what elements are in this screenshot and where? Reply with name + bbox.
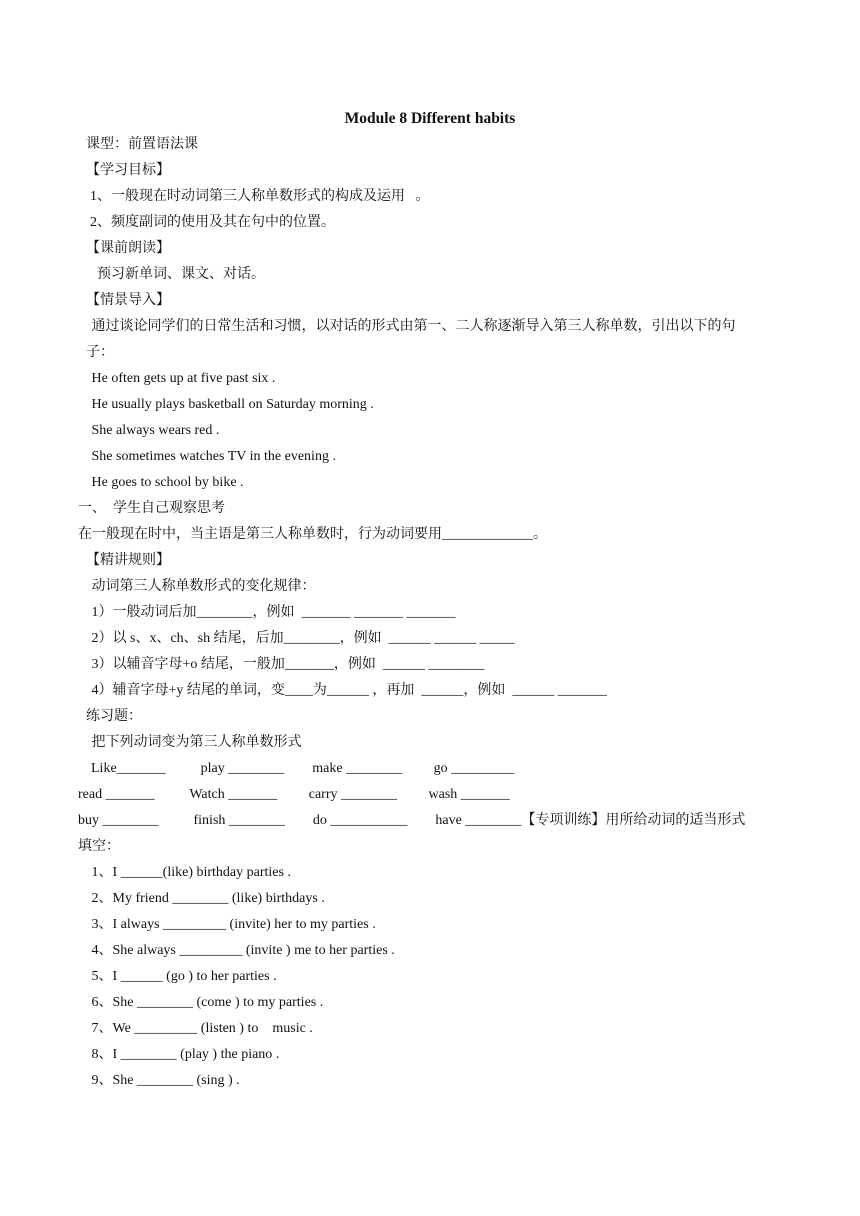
example-sentence: He usually plays basketball on Saturday morning . [88,397,374,412]
rule-line: 3）以辅音字母+o 结尾，一般加_______，例如 ______ ________ [88,657,485,672]
fill-in-item: 7、We _________ (listen ) to music . [88,1021,313,1036]
text-line: 动词第三人称单数形式的变化规律： [88,579,316,594]
text-line: 在一般现在时中，当主语是第三人称单数时，行为动词要用_____________。 [78,527,547,542]
example-sentence: He goes to school by bike . [88,475,244,490]
text-line: 2、频度副词的使用及其在句中的位置。 [90,215,335,230]
exercise-row: read _______ Watch _______ carry ________ wash _______ [78,787,510,802]
fill-in-item: 2、My friend ________ (like) birthdays . [88,891,325,906]
fill-in-item: 9、She ________ (sing ) . [88,1073,240,1088]
section-heading: 一、 学生自己观察思考 [78,501,225,516]
fill-in-item: 4、She always _________ (invite ) me to her parties . [88,943,395,958]
fill-in-item: 3、I always _________ (invite) her to my parties . [88,917,376,932]
fill-in-item: 5、I ______ (go ) to her parties . [88,969,277,984]
text-line: 通过谈论同学们的日常生活和习惯，以对话的形式由第一、二人称逐渐导入第三人称单数，引出以下的句 [88,319,736,334]
fill-in-item: 8、I ________ (play ) the piano . [88,1047,280,1062]
text-line: 预习新单词、课文、对话。 [90,267,265,282]
fill-in-item: 1、I ______(like) birthday parties . [88,865,291,880]
text-line: 填空： [78,839,120,854]
rule-line: 1）一般动词后加________，例如 _______ _______ _______ [88,605,456,620]
example-sentence: She sometimes watches TV in the evening . [88,449,336,464]
section-heading: 【情景导入】 [86,293,170,308]
fill-in-item: 6、She ________ (come ) to my parties . [88,995,324,1010]
rule-line: 4）辅音字母+y 结尾的单词，变____为______ ，再加 ______，例如 ______ _______ [88,683,607,698]
example-sentence: She always wears red . [88,423,220,438]
text-line: 子： [86,345,114,360]
exercise-row: Like_______ play ________ make ________ go _________ [84,761,515,776]
exercise-row: buy ________ finish ________ do ___________ have ________【专项训练】用所给动词的适当形式 [78,813,746,828]
section-heading: 【学习目标】 [86,163,170,178]
text-line: 1、一般现在时动词第三人称单数形式的构成及运用 。 [90,189,430,204]
lesson-type: 课型：前置语法课 [86,137,198,152]
section-heading: 练习题： [86,709,142,724]
example-sentence: He often gets up at five past six . [88,371,276,386]
document-title: Module 8 Different habits [344,110,516,127]
rule-line: 2）以 s、x、ch、sh 结尾，后加________，例如 ______ ______ _____ [88,631,515,646]
text-line: 把下列动词变为第三人称单数形式 [88,735,302,750]
section-heading: 【课前朗读】 [86,241,170,256]
section-heading: 【精讲规则】 [86,553,170,568]
